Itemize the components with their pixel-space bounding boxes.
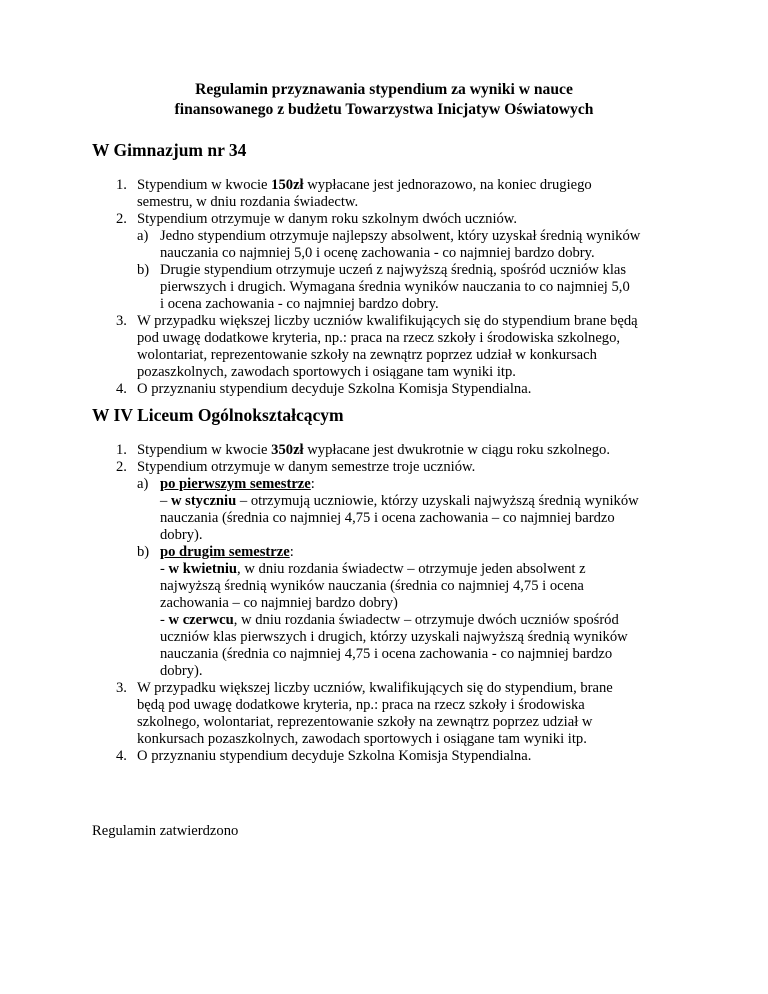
list-number: 2. (116, 459, 127, 475)
list-number: 1. (116, 442, 127, 458)
sublist-label: a) (137, 476, 149, 492)
list-item-text: O przyznaniu stypendium decyduje Szkolna Komisja Stypendialna. (137, 381, 532, 397)
sublist-item-text: - w kwietniu, w dniu rozdania świadectw – otrzymuje jeden absolwent z (160, 561, 586, 577)
sublist-item-text: uczniów klas pierwszych i drugich, którzy uzyskali najwyższą średnią wyników (160, 629, 628, 645)
amount-value: 350zł (271, 442, 304, 458)
section-heading-liceum: W IV Liceum Ogólnokształcącym (92, 405, 344, 425)
sublist-item-text: i ocena zachowania - co najmniej bardzo dobry. (160, 296, 439, 312)
list-item-text: szkolnego, wolontariat, reprezentowanie szkoły na zewnątrz poprzez udział w (137, 714, 593, 730)
approval-note: Regulamin zatwierdzono (92, 823, 239, 839)
sublist-item-text: - w czerwcu, w dniu rozdania świadectw – otrzymuje dwóch uczniów spośród (160, 612, 619, 628)
sublist-item-text: Jedno stypendium otrzymuje najlepszy absolwent, który uzyskał średnią wyników (160, 228, 641, 244)
list-item-text: Stypendium otrzymuje w danym semestrze troje uczniów. (137, 459, 476, 475)
sublist-item-text: zachowania – co najmniej bardzo dobry) (160, 595, 398, 611)
sublist-heading: po pierwszym semestrze: (160, 476, 315, 492)
list-number: 4. (116, 381, 127, 397)
document-title-line-2: finansowanego z budżetu Towarzystwa Inicjatyw Oświatowych (174, 101, 594, 118)
sublist-item-text: nauczania (średnia co najmniej 4,75 i ocena zachowania – co najmniej bardzo (160, 510, 615, 526)
amount-value: 150zł (271, 177, 304, 193)
list-item-text: semestru, w dniu rozdania świadectw. (137, 194, 359, 210)
sublist-item-text: Drugie stypendium otrzymuje uczeń z najwyższą średnią, spośród uczniów klas (160, 262, 627, 278)
sublist-item-text: nauczania co najmniej 5,0 i ocenę zachowania - co najmniej bardzo dobry. (160, 245, 595, 261)
sublist-item-text: dobry). (160, 663, 203, 679)
list-item-text: O przyznaniu stypendium decyduje Szkolna Komisja Stypendialna. (137, 748, 532, 764)
sublist-item-text: pierwszych i drugich. Wymagana średnia wyników nauczania to co najmniej 5,0 (160, 279, 630, 295)
list-item-text: pozaszkolnych, zawodach sportowych i osiągane tam wyniki itp. (137, 364, 516, 380)
list-number: 4. (116, 748, 127, 764)
list-number: 3. (116, 680, 127, 696)
sublist-item-text: dobry). (160, 527, 203, 543)
sublist-label: b) (137, 262, 150, 278)
sublist-item-text: – w styczniu – otrzymują uczniowie, którzy uzyskali najwyższą średnią wyników (160, 493, 639, 509)
list-number: 3. (116, 313, 127, 329)
list-item-text: będą pod uwagę dodatkowe kryteria, np.: praca na rzecz szkoły i środowiska (137, 697, 585, 713)
sublist-item-text: nauczania (średnia co najmniej 4,75 i ocena zachowania - co najmniej bardzo (160, 646, 613, 662)
document-title-line-1: Regulamin przyznawania stypendium za wyniki w nauce (195, 81, 573, 98)
list-item-text: pod uwagę dodatkowe kryteria, np.: praca na rzecz szkoły i środowiska szkolnego, (137, 330, 621, 346)
list-item-text: konkursach pozaszkolnych, zawodach sportowych i osiągane tam wyniki itp. (137, 731, 587, 747)
list-number: 1. (116, 177, 127, 193)
list-item-text: Stypendium w kwocie 150zł wypłacane jest jednorazowo, na koniec drugiego (137, 177, 592, 193)
sublist-item-text: najwyższą średnią wyników nauczania (średnia co najmniej 4,75 i ocena (160, 578, 584, 594)
section-heading-gimnazjum: W Gimnazjum nr 34 (92, 140, 247, 160)
list-item-text: W przypadku większej liczby uczniów, kwalifikujących się do stypendium, brane (137, 680, 613, 696)
sublist-label: a) (137, 228, 149, 244)
list-item-text: Stypendium w kwocie 350zł wypłacane jest dwukrotnie w ciągu roku szkolnego. (137, 442, 610, 458)
list-item-text: wolontariat, reprezentowanie szkoły na zewnątrz poprzez udział w konkursach (137, 347, 597, 363)
sublist-heading: po drugim semestrze: (160, 544, 294, 560)
list-item-text: W przypadku większej liczby uczniów kwalifikujących się do stypendium brane będą (137, 313, 638, 329)
sublist-label: b) (137, 544, 150, 560)
list-item-text: Stypendium otrzymuje w danym roku szkolnym dwóch uczniów. (137, 211, 518, 227)
list-number: 2. (116, 211, 127, 227)
